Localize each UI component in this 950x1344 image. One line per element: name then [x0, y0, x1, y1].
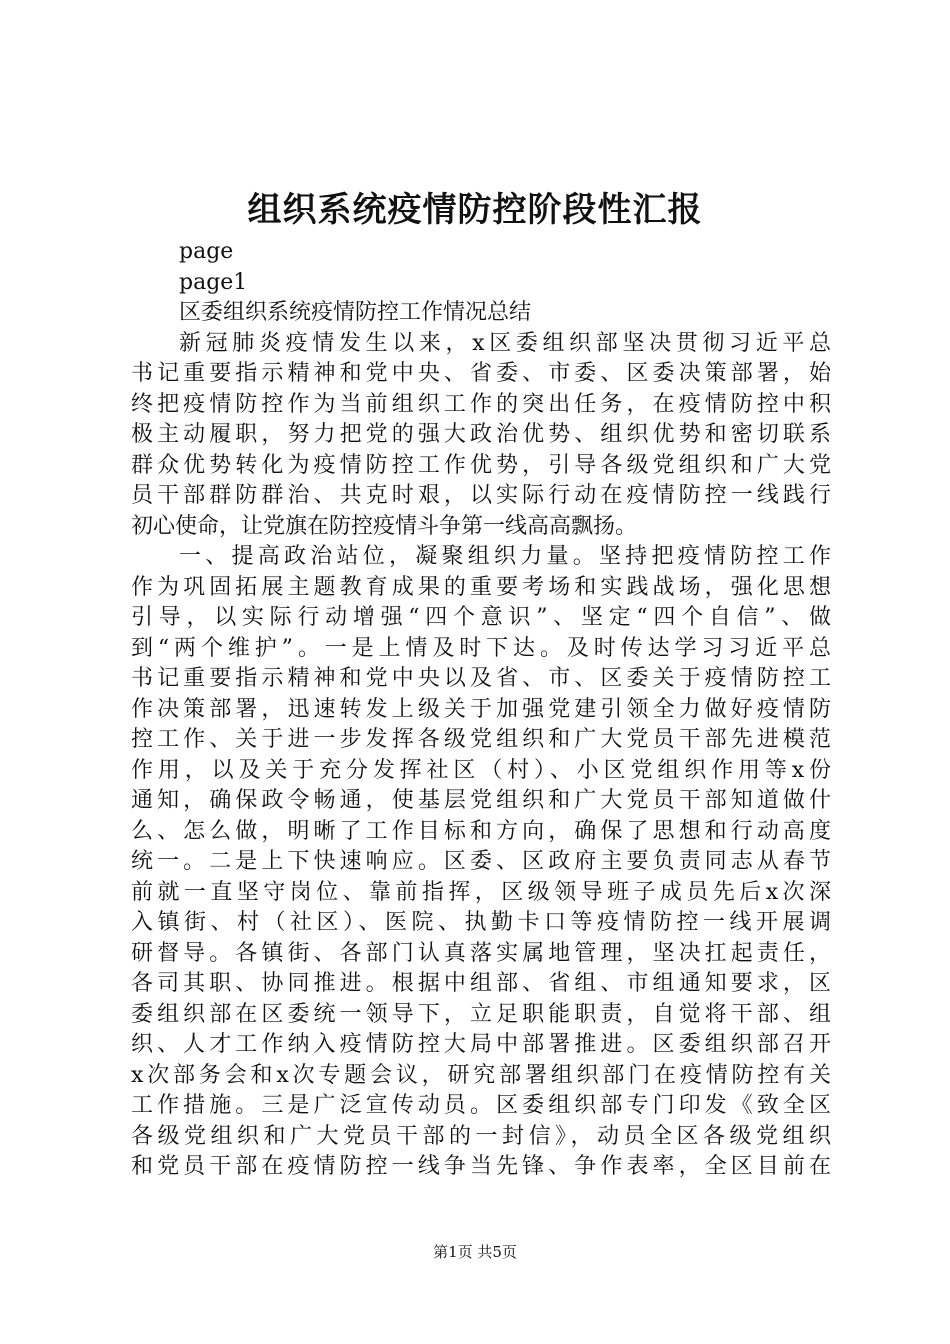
- body-line: 各级党组织和广大党员干部的一封信》，动员全区各级党组织: [131, 1123, 831, 1149]
- body-line: 新冠肺炎疫情发生以来，x区委组织部坚决贯彻习近平总: [179, 330, 831, 356]
- body-line: 区委组织系统疫情防控工作情况总结: [179, 300, 532, 325]
- body-line: 作用，以及关于充分发挥社区（村）、小区党组织作用等x份: [131, 757, 831, 783]
- body-line: 委组织部在区委统一领导下，立足职能职责，自觉将干部、组: [131, 1001, 831, 1027]
- body-line: 员干部群防群治、共克时艰，以实际行动在疫情防控一线践行: [131, 483, 831, 508]
- body-line: 研督导。各镇街、各部门认真落实属地管理，坚决扛起责任，: [131, 940, 831, 966]
- body-line: 和党员干部在疫情防控一线争当先锋、争作表率，全区目前在: [131, 1154, 831, 1179]
- body-line: 入镇街、村（社区）、医院、执勤卡口等疫情防控一线开展调: [131, 910, 831, 935]
- body-line: 工作措施。三是广泛宣传动员。区委组织部专门印发《致全区: [131, 1093, 831, 1118]
- body-line: 到“两个维护”。一是上情及时下达。及时传达学习习近平总: [131, 635, 831, 661]
- body-line: 一、提高政治站位，凝聚组织力量。坚持把疫情防控工作: [179, 544, 831, 569]
- body-line: 书记重要指示精神和党中央以及省、市、区委关于疫情防控工: [131, 666, 831, 691]
- body-line: 书记重要指示精神和党中央、省委、市委、区委决策部署，始: [131, 361, 831, 386]
- page-footer: 第1页 共5页: [433, 1243, 517, 1261]
- body-line: 前就一直坚守岗位、靠前指挥，区级领导班子成员先后x次深: [131, 879, 831, 905]
- body-line: 各司其职、协同推进。根据中组部、省组、市组通知要求，区: [131, 971, 831, 996]
- body-line: x次部务会和x次专题会议，研究部署组织部门在疫情防控有关: [131, 1062, 831, 1088]
- document-body: [131, 237, 831, 1183]
- body-line: 作为巩固拓展主题教育成果的重要考场和实践战场，强化思想: [131, 574, 831, 600]
- body-line: 初心使命，让党旗在防控疫情斗争第一线高高飘扬。: [131, 513, 638, 539]
- body-line: page1: [179, 269, 248, 295]
- body-line: 极主动履职，努力把党的强大政治优势、组织优势和密切联系: [131, 422, 831, 447]
- body-line: 群众优势转化为疫情防控工作优势，引导各级党组织和广大党: [131, 452, 831, 478]
- document-title: 组织系统疫情防控阶段性汇报: [247, 190, 703, 230]
- body-line: 通知，确保政令畅通，使基层党组织和广大党员干部知道做什: [131, 788, 831, 813]
- body-line: 织、人才工作纳入疫情防控大局中部署推进。区委组织部召开: [131, 1032, 831, 1057]
- body-line: 引导，以实际行动增强“四个意识”、坚定“四个自信”、做: [131, 605, 831, 630]
- body-line: 作决策部署，迅速转发上级关于加强党建引领全力做好疫情防: [131, 696, 831, 722]
- body-line: 么、怎么做，明晰了工作目标和方向，确保了思想和行动高度: [131, 818, 831, 844]
- body-line: 控工作、关于进一步发挥各级党组织和广大党员干部先进模范: [131, 727, 831, 752]
- body-line: 统一。二是上下快速响应。区委、区政府主要负责同志从春节: [131, 849, 831, 874]
- body-line: page: [179, 239, 234, 264]
- body-line: 终把疫情防控作为当前组织工作的突出任务，在疫情防控中积: [131, 391, 831, 417]
